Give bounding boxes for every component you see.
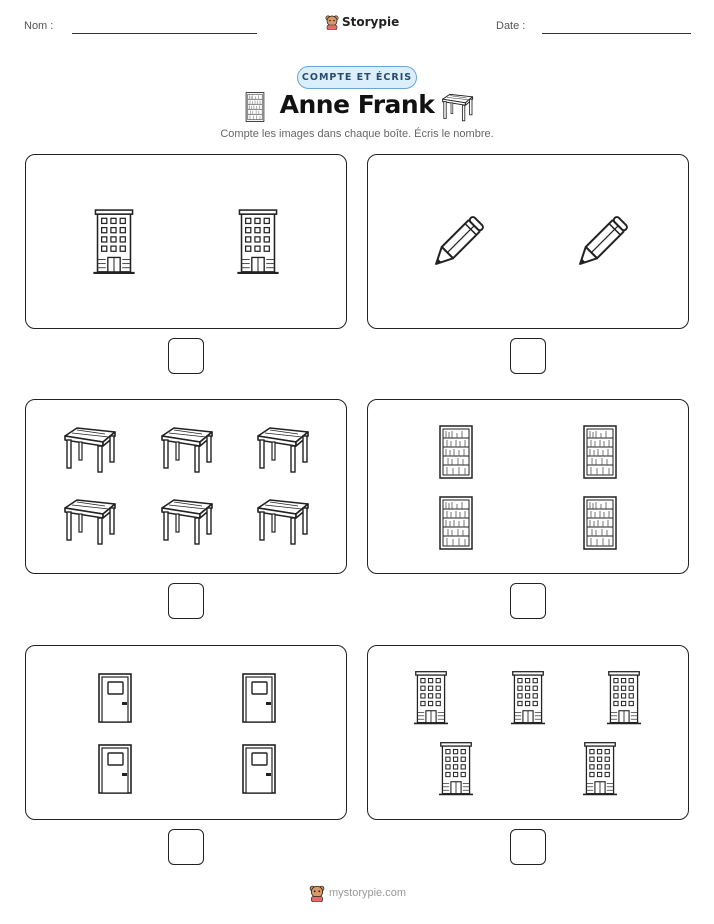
name-label: Nom :: [24, 20, 54, 32]
instructions: Compte les images dans chaque boîte. Écris le nombre.: [220, 128, 494, 140]
building-icon: [414, 670, 448, 726]
counting-panel-1: [25, 154, 347, 329]
building-icon: [439, 741, 473, 797]
building-icon: [511, 670, 545, 726]
counting-panel-3: [25, 399, 347, 574]
activity-badge: COMPTE ET ÉCRIS: [297, 66, 417, 89]
bookshelf-icon: [439, 425, 473, 479]
answer-box-2[interactable]: [510, 338, 546, 374]
table-icon: [440, 92, 474, 122]
building-icon: [237, 208, 279, 276]
building-icon: [607, 670, 641, 726]
building-icon: [583, 741, 617, 797]
brand-logo: [325, 14, 399, 30]
door-icon: [241, 743, 277, 795]
brand-name: Storypie: [342, 15, 400, 29]
bookshelf-icon: [439, 496, 473, 550]
table-icon: [61, 496, 117, 546]
answer-box-3[interactable]: [168, 583, 204, 619]
door-icon: [241, 672, 277, 724]
answer-box-1[interactable]: [168, 338, 204, 374]
date-label: Date :: [496, 20, 526, 32]
counting-panel-4: [367, 399, 689, 574]
door-icon: [97, 743, 133, 795]
table-icon: [158, 496, 214, 546]
bear-icon: [309, 884, 325, 902]
table-icon: [158, 424, 214, 474]
table-icon: [254, 424, 310, 474]
counting-panel-6: [367, 645, 689, 820]
door-icon: [97, 672, 133, 724]
footer-url[interactable]: mystorypie.com: [329, 887, 407, 899]
bookshelf-icon: [583, 496, 617, 550]
counting-panel-2: [367, 154, 689, 329]
answer-box-5[interactable]: [168, 829, 204, 865]
table-icon: [254, 496, 310, 546]
date-line[interactable]: [542, 33, 691, 34]
answer-box-6[interactable]: [510, 829, 546, 865]
bear-icon: [325, 14, 339, 30]
answer-box-4[interactable]: [510, 583, 546, 619]
table-icon: [61, 424, 117, 474]
bookshelf-icon: [583, 425, 617, 479]
page-title: Anne Frank: [279, 90, 435, 119]
pencil-icon: [423, 207, 493, 277]
pencil-icon: [567, 207, 637, 277]
footer: [309, 884, 406, 902]
building-icon: [93, 208, 135, 276]
name-line[interactable]: [72, 33, 257, 34]
counting-panel-5: [25, 645, 347, 820]
